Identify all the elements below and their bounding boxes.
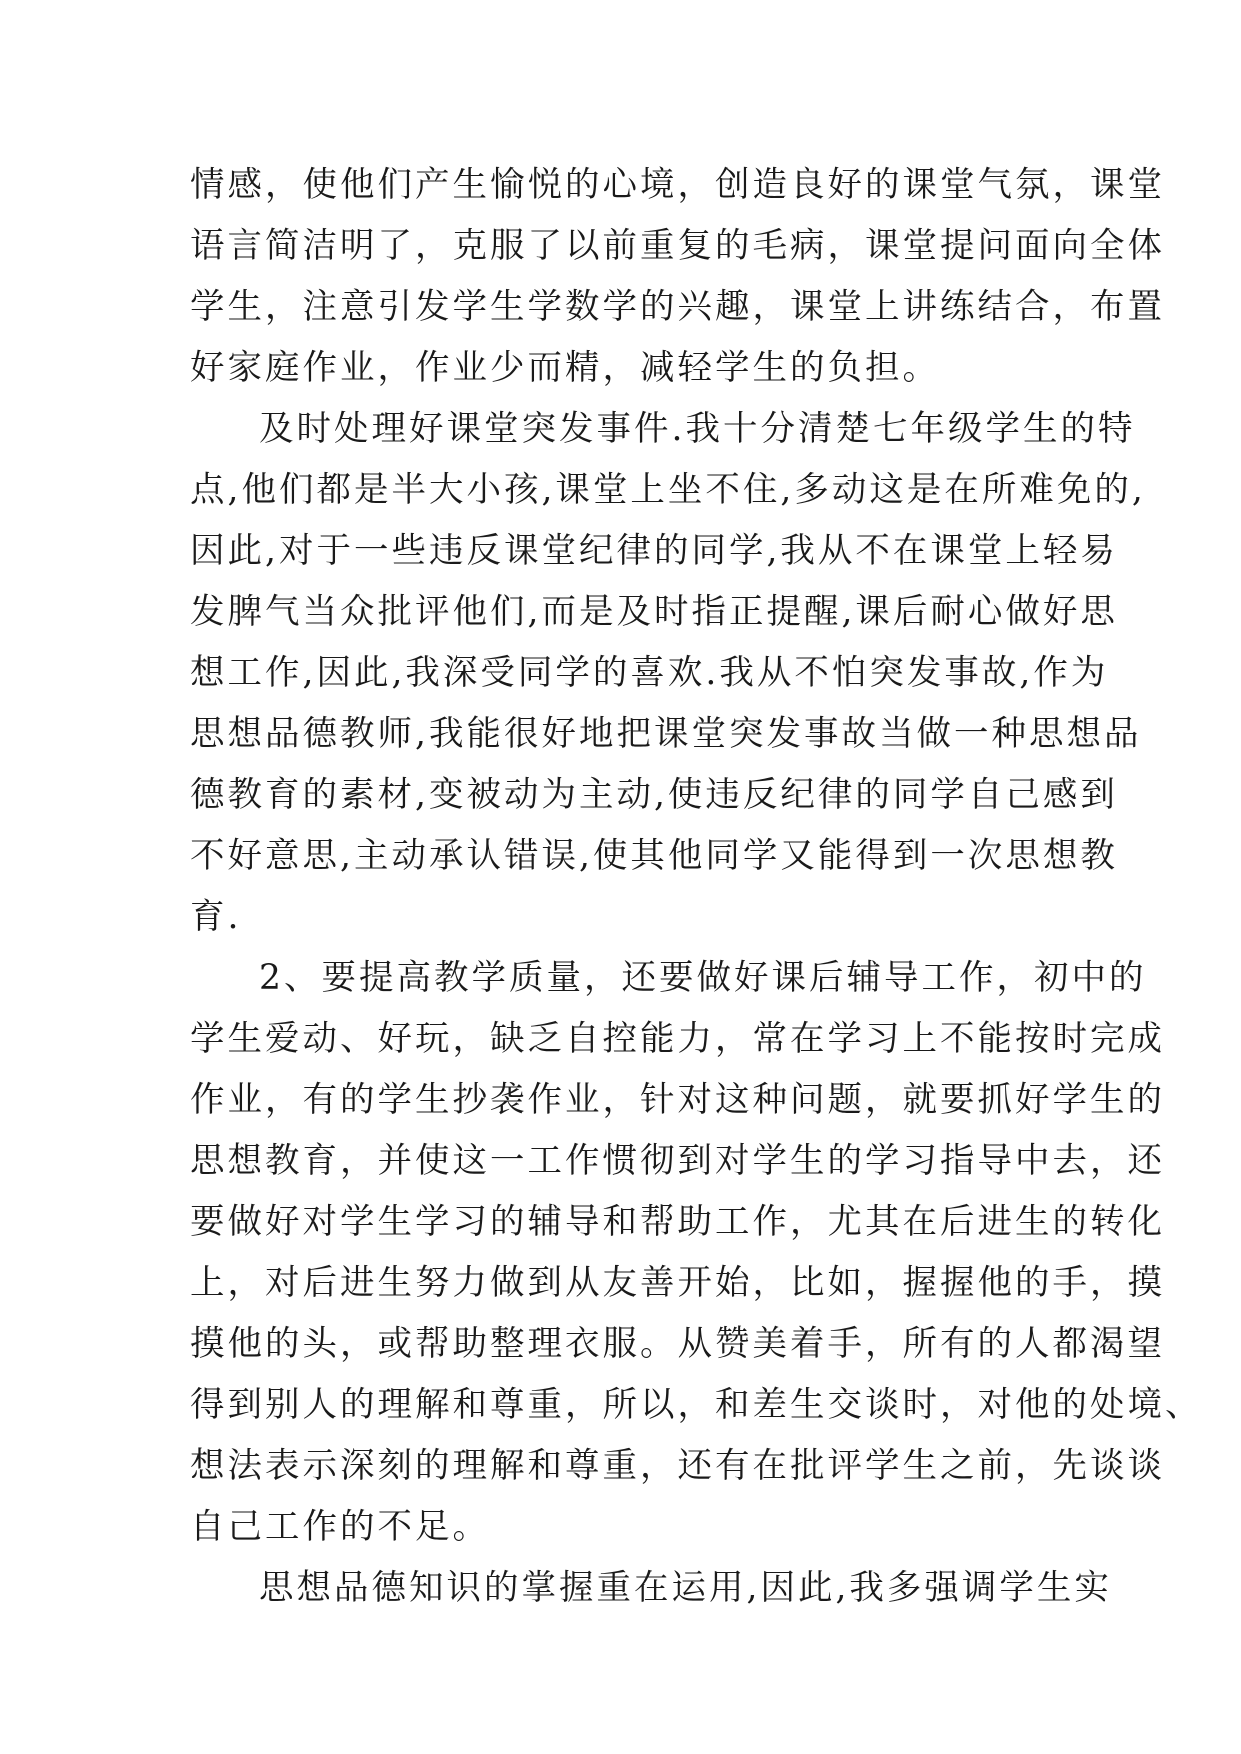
text-line: 学生，注意引发学生学数学的兴趣，课堂上讲练结合，布置	[190, 287, 1165, 327]
text-line: 作业，有的学生抄袭作业，针对这种问题，就要抓好学生的	[190, 1080, 1165, 1120]
text-line: 自己工作的不足。	[190, 1507, 490, 1547]
text-line: 情感，使他们产生愉悦的心境，创造良好的课堂气氛，课堂	[190, 165, 1165, 205]
text-line: 摸他的头，或帮助整理衣服。从赞美着手，所有的人都渴望	[190, 1324, 1165, 1364]
text-line: 想法表示深刻的理解和尊重，还有在批评学生之前，先谈谈	[190, 1446, 1165, 1486]
text-line: 不好意思,主动承认错误,使其他同学又能得到一次思想教	[190, 836, 1118, 876]
paragraph	[190, 948, 1203, 1558]
text-line: 思想教育，并使这一工作惯彻到对学生的学习指导中去，还	[190, 1141, 1165, 1181]
text-line: 2、要提高教学质量，还要做好课后辅导工作，初中的	[259, 958, 1147, 998]
text-line: 思想品德教师,我能很好地把课堂突发事故当做一种思想品	[190, 714, 1142, 754]
text-line: 上，对后进生努力做到从友善开始，比如，握握他的手，摸	[190, 1263, 1165, 1303]
text-line: 因此,对于一些违反课堂纪律的同学,我从不在课堂上轻易	[190, 531, 1118, 571]
text-line: 学生爱动、好玩，缺乏自控能力，常在学习上不能按时完成	[190, 1019, 1165, 1059]
text-line: 想工作,因此,我深受同学的喜欢.我从不怕突发事故,作为	[190, 653, 1109, 693]
text-line: 好家庭作业，作业少而精，减轻学生的负担。	[190, 348, 940, 388]
text-line: 语言简洁明了，克服了以前重复的毛病，课堂提问面向全体	[190, 226, 1165, 266]
text-line: 育.	[190, 897, 242, 937]
text-line: 思想品德知识的掌握重在运用,因此,我多强调学生实	[259, 1568, 1112, 1608]
paragraph	[190, 1558, 1112, 1619]
text-line: 发脾气当众批评他们,而是及时指正提醒,课后耐心做好思	[190, 592, 1118, 632]
text-line: 点,他们都是半大小孩,课堂上坐不住,多动这是在所难免的,	[190, 470, 1146, 510]
text-line: 德教育的素材,变被动为主动,使违反纪律的同学自己感到	[190, 775, 1118, 815]
text-line: 要做好对学生学习的辅导和帮助工作，尤其在后进生的转化	[190, 1202, 1165, 1242]
body-text	[190, 155, 1203, 1619]
paragraph	[190, 399, 1146, 948]
text-line: 及时处理好课堂突发事件.我十分清楚七年级学生的特	[259, 409, 1136, 449]
paragraph	[190, 155, 1165, 399]
text-line: 得到别人的理解和尊重，所以，和差生交谈时，对他的处境、	[190, 1385, 1203, 1425]
